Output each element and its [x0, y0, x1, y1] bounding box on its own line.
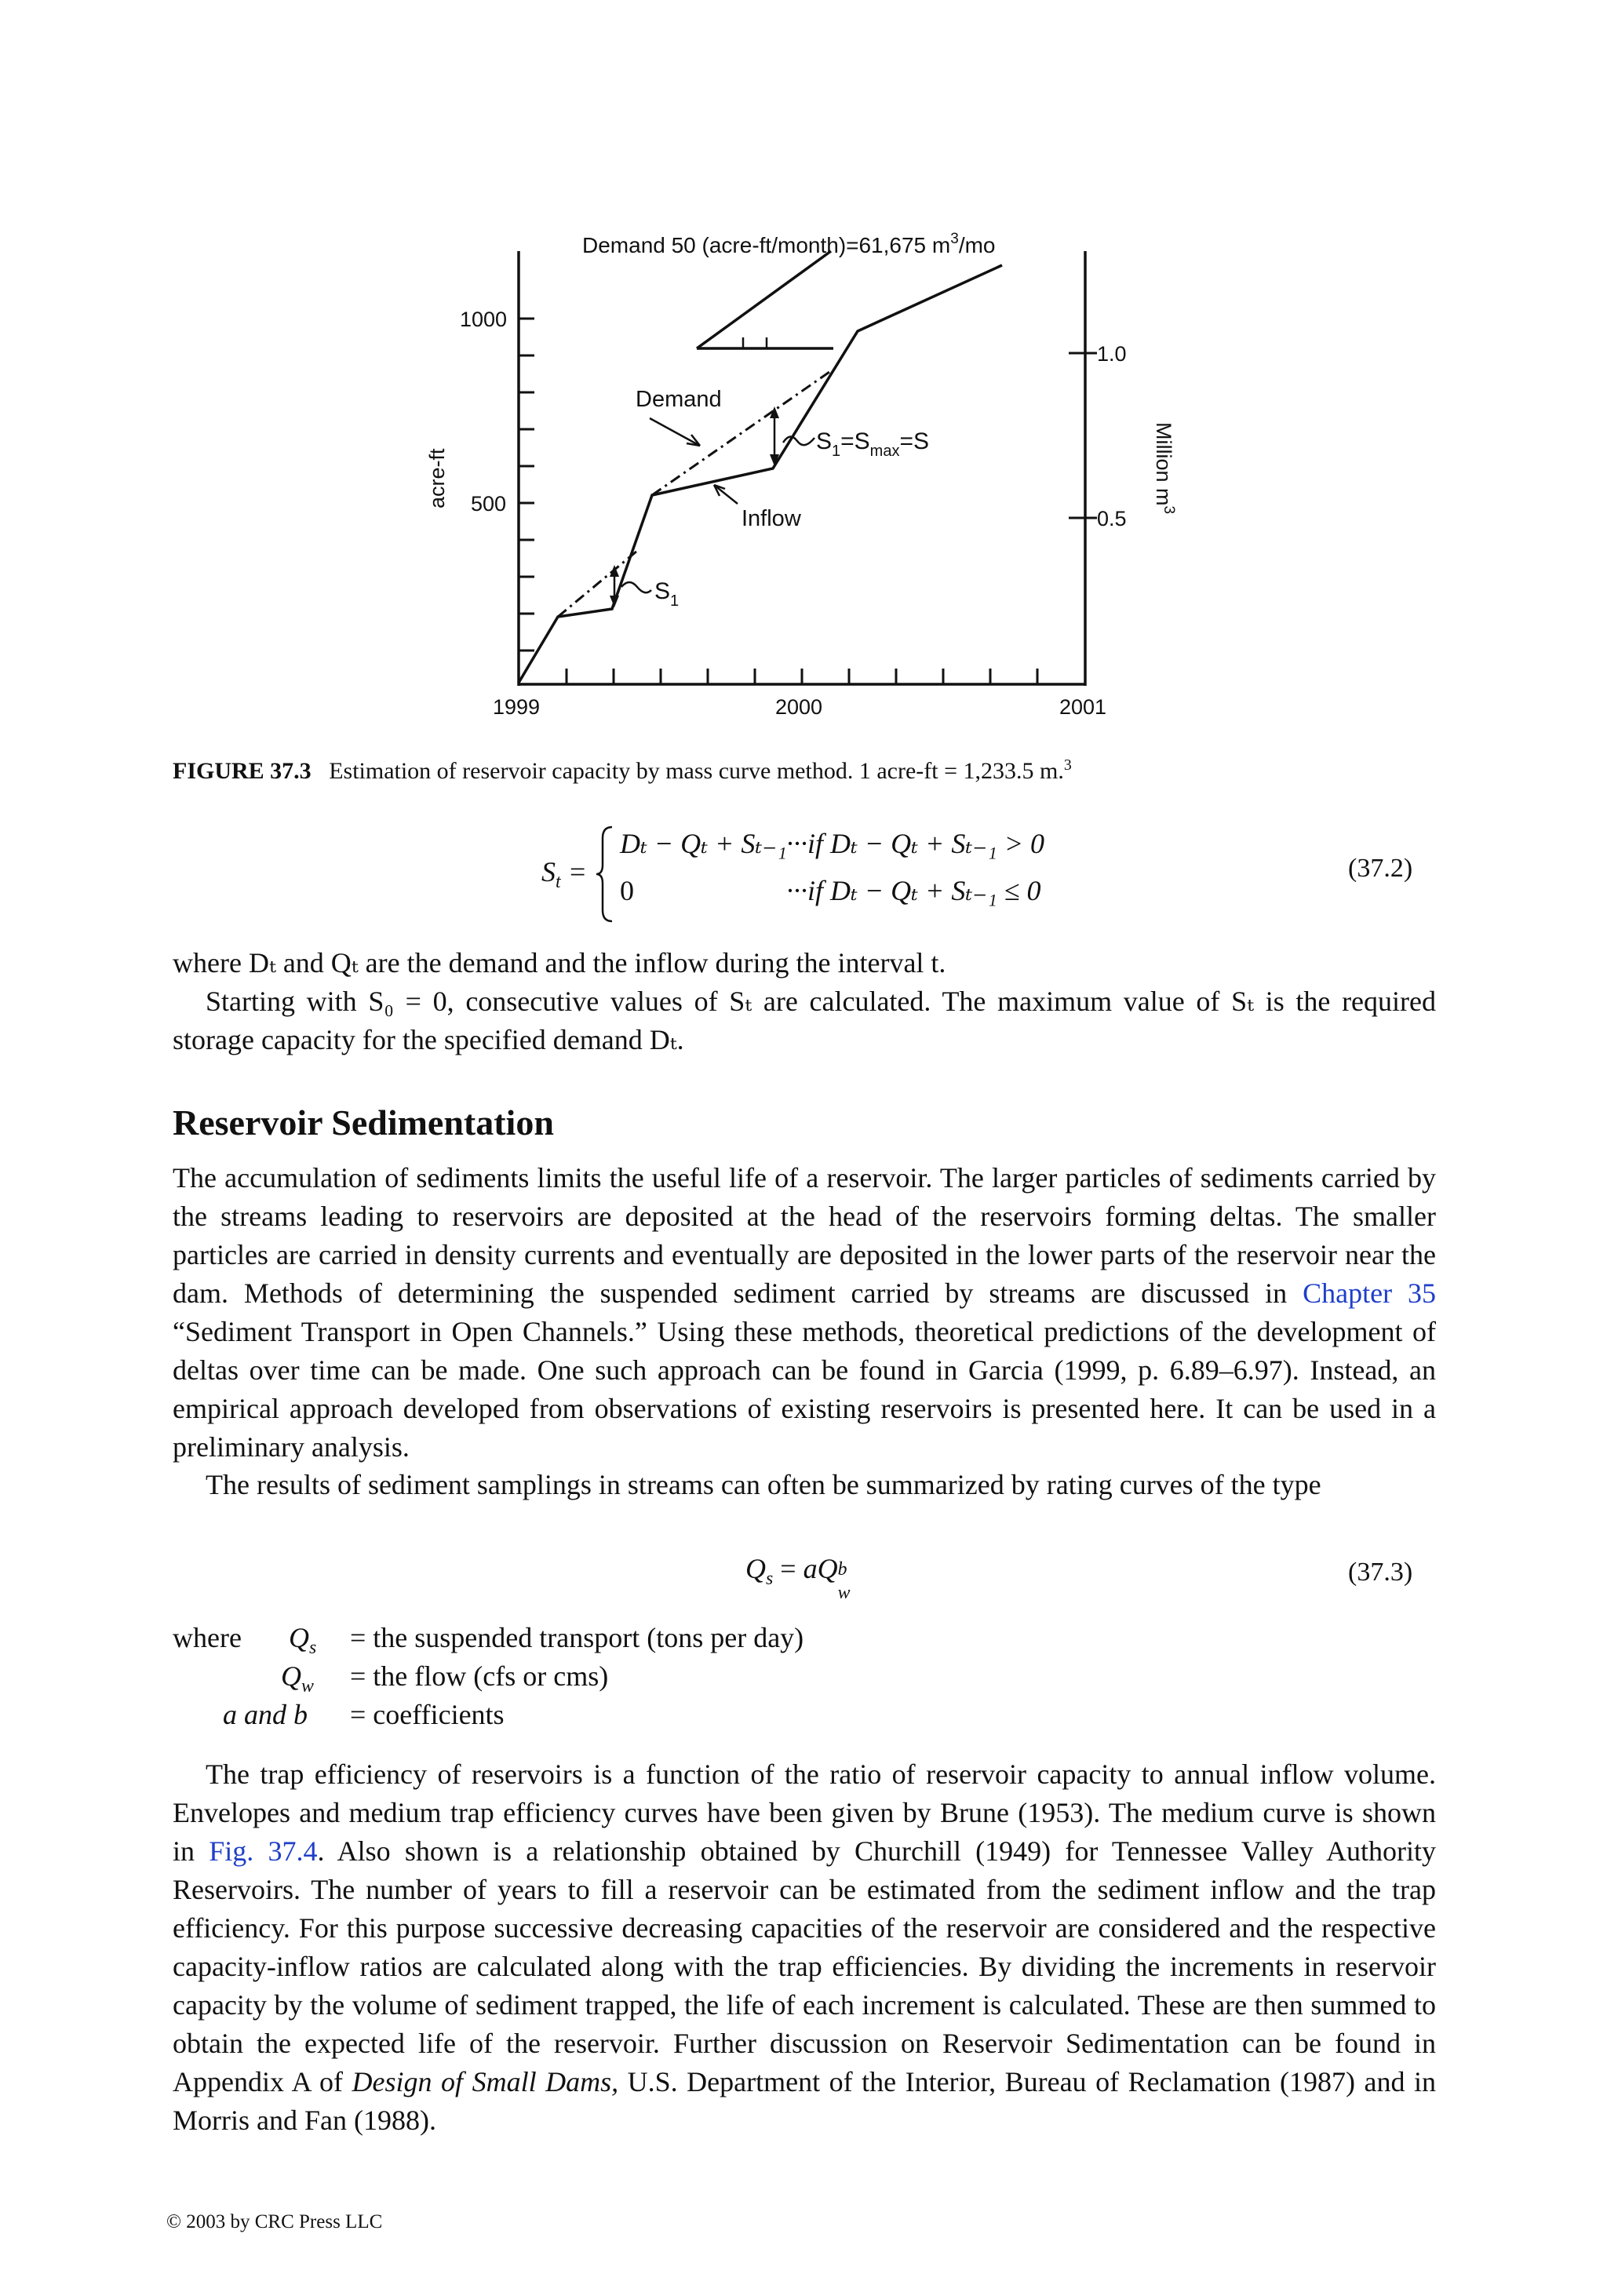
- right-axis-label: Million $m^3$: [1152, 422, 1177, 515]
- right-tick-label-0.5: 0.5: [1097, 507, 1127, 530]
- eq372-lhs: $S_t$: [541, 856, 561, 893]
- right-ticks: [1069, 353, 1097, 518]
- figure-title: Demand 50 (acre-ft/month)=61,675 $m^3/mo$: [582, 231, 996, 257]
- s1-label: $S_1$: [654, 578, 680, 610]
- eq372-case2-cond: ···if Dₜ − Qₜ + Sₜ₋₁ ≤ 0: [786, 875, 1041, 906]
- rating-curves-paragraph: The results of sediment samplings in streams can often be summarized by rating curves of the type: [206, 1469, 1321, 1500]
- eq373-number: (37.3): [1348, 1558, 1413, 1587]
- fig-37-4-link[interactable]: Fig. 37.4: [209, 1835, 318, 1867]
- s1-arrow: [610, 565, 651, 607]
- inflow-curve: [519, 265, 1002, 683]
- eq372-brace: [595, 825, 615, 923]
- starting-paragraph: Starting with S₀ = 0, consecutive values of Sₜ are calculated. The maximum value of Sₜ is the required storage capacity for the specified demand Dₜ.: [173, 986, 1436, 1055]
- right-tick-label-1.0: 1.0: [1097, 342, 1127, 366]
- eq372-case1-cond: ···if Dₜ − Qₜ + Sₜ₋₁ > 0: [786, 828, 1045, 859]
- smax-arrow: [770, 406, 814, 466]
- figure-caption-sup: 3: [1063, 756, 1072, 774]
- trap-efficiency-paragraph: The trap efficiency of reservoirs is a function of the ratio of reservoir capacity to annual inflow volume. Envelopes and medium trap efficiency curves have been given by Brune (1953). The medium curve is shown in Fig. 37.4. Also shown is a relationship obtained by Churchill (1949) for Tennessee Valley Authority Reservoirs. The number of years to fill a reservoir can be estimated from the sediment inflow and the trap efficiency. For this purpose successive decreasing capacities of the reservoir are considered and the respective capacity-inflow ratios are calculated along with the trap efficiencies. By dividing the increments in reservoir capacity by the volume of sediment trapped, the life of each increment is calculated. These are then summed to obtain the expected life of the reservoir. Further discussion on Reservoir Sedimentation can be found in Appendix A of Design of Small Dams, U.S. Department of the Interior, Bureau of Reclamation (1987) and in Morris and Fan (1988).: [173, 1758, 1437, 2136]
- eq372-equals: =: [570, 856, 586, 887]
- eq372-number: (37.2): [1348, 854, 1413, 883]
- sedimentation-paragraph: The accumulation of sediments limits the useful life of a reservoir. The larger particles of sediments carried by the streams leading to reservoirs are deposited at the head of the reservoirs forming deltas. The smaller particles are carried in density currents and eventually are deposited in the lower parts of the reservoir near the dam. Methods of determining the suspended sediment carried by streams are discussed in Chapter 35 “Sediment Transport in Open Channels.” Using these methods, theoretical predictions of the development of deltas over time can be made. One such approach can be found in Garcia (1999, p. 6.89–6.97). Instead, an empirical approach developed from observations of existing reservoirs is presented here. It can be used in a preliminary analysis.: [173, 1162, 1437, 1463]
- x-tick-label-2000: 2000: [775, 695, 823, 719]
- equation-37-3: $Q_s$ = aQ b w: [745, 1553, 851, 1603]
- x-tick-label-2001: 2001: [1059, 695, 1107, 719]
- left-tick-label-500: 500: [471, 492, 507, 516]
- demand-label: Demand: [636, 387, 722, 412]
- page: Demand 50 (acre-ft/month)=61,675 $m^3/mo$ 1000 500 1.0 0.5 1999 2000 2001 acre-ft Million $m^3$ $S_1$ $S_1=S_{max}=S$ Demand Inflow FIGURE 37.3 Estimation of reservoir capacity by mass curve method. 1 acre-ft = 1,233.5 m.$^3$ $S_t$ = Dₜ − Qₜ + Sₜ₋₁ ···if Dₜ − Qₜ + Sₜ₋₁ > 0 0 ···if Dₜ − Qₜ + Sₜ₋₁ ≤ 0 (37.2) where Dₜ and Qₜ are the demand and the inflow during the interval t. Starting with S₀ = 0, consecutive values of Sₜ are calculated. The maximum value of Sₜ is the required storage capacity for the specified demand Dₜ. Reservoir Sedimentation The accumulation of sediments limits the useful life of a reservoir. The larger particles of sediments carried by the streams leading to reservoirs are deposited at the head of the reservoirs forming deltas. The smaller particles are carried in density currents and eventually are deposited in the lower parts of the reservoir near the dam. Methods of determining the suspended sediment carried by streams are discussed in Chapter 35 “Sediment Transport in Open Channels.” Using these methods, theoretical predictions of the development of deltas over time can be made. One such approach can be found in Garcia (1999, p. 6.89–6.97). Instead, an empirical approach developed from observations of existing reservoirs is presented here. It can be used in a preliminary analysis. The results of sediment samplings in streams can often be summarized by rating curves of the type $Q_s$ = aQ b w (37.3) where $Q_s$ = the suspended transport (tons per day) $Q_w$ = the flow (cfs or cms) a and b = coefficients The trap efficiency of reservoirs is a function of the ratio of reservoir capacity to annual inflow volume. Envelopes and medium trap efficiency curves have been given by Brune (1953). The medium curve is shown in Fig. 37.4. Also shown is a relationship obtained by Churchill (1949) for Tennessee Valley Authority Reservoirs. The number of years to fill a reservoir can be estimated from the sediment inflow and the trap efficiency. For this purpose successive decreasing capacities of the reservoir are considered and the respective capacity-inflow ratios are calculated along with the trap efficiencies. By dividing the increments in reservoir capacity by the volume of sediment trapped, the life of each increment is calculated. These are then summed to obtain the expected life of the reservoir. Further discussion on Reservoir Sedimentation can be found in Appendix A of Design of Small Dams, U.S. Department of the Interior, Bureau of Reclamation (1987) and in Morris and Fan (1988). © 2003 by CRC Press LLC: [0, 0, 1607, 2296]
- equation-37-2: [541, 822, 1138, 924]
- inflow-label: Inflow: [742, 506, 801, 531]
- smax-label: $S_1=S_{max}=S$: [816, 428, 929, 460]
- figure-caption-label: FIGURE 37.3: [173, 758, 312, 784]
- copyright-footer: © 2003 by CRC Press LLC: [166, 2211, 383, 2232]
- left-ticks: [519, 319, 534, 651]
- demand-slope-triangle: [697, 251, 833, 348]
- eq372-case1-expr: Dₜ − Qₜ + Sₜ₋₁: [620, 828, 787, 859]
- x-ticks: [567, 669, 1037, 684]
- section-heading: Reservoir Sedimentation: [173, 1102, 554, 1143]
- chapter-35-link[interactable]: Chapter 35: [1303, 1277, 1437, 1309]
- mass-curve-figure: [392, 220, 1216, 730]
- where-word: where: [173, 1622, 242, 1653]
- left-tick-label-1000: 1000: [460, 308, 508, 331]
- left-axis-label: acre-ft: [425, 448, 449, 508]
- figure-caption: [173, 749, 1436, 787]
- figure-caption-text: Estimation of reservoir capacity by mass curve method. 1 acre-ft = 1,233.5 m.: [329, 758, 1064, 784]
- inflow-pointer-arrow: [714, 485, 738, 504]
- where-line: where Dₜ and Qₜ are the demand and the inflow during the interval t.: [173, 947, 946, 979]
- x-tick-label-1999: 1999: [493, 695, 541, 719]
- eq372-case2-expr: 0: [620, 875, 634, 906]
- demand-pointer-arrow: [650, 418, 700, 446]
